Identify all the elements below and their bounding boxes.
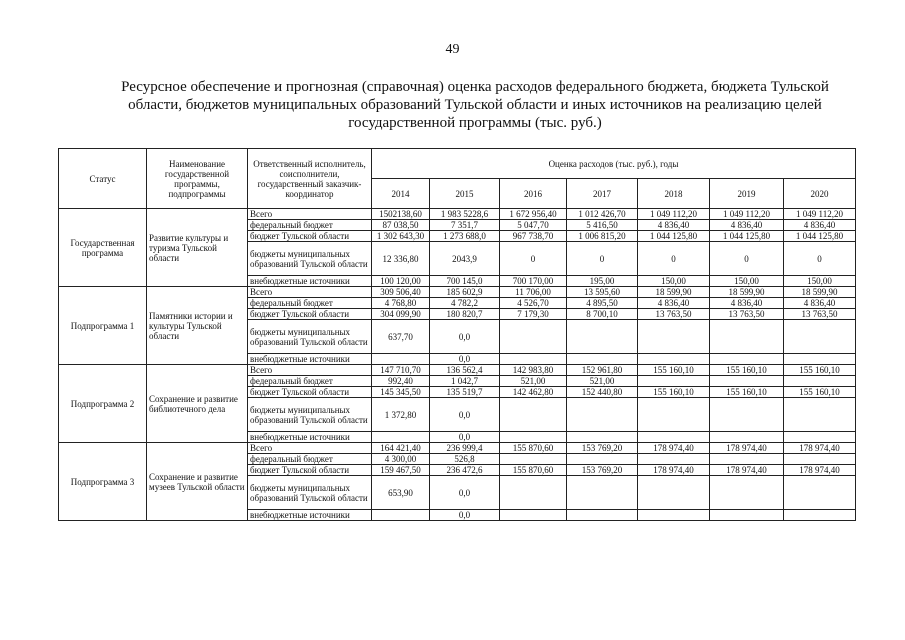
funding-source-cell: бюджет Тульской области	[248, 231, 372, 242]
funding-source-cell: внебюджетные источники	[248, 354, 372, 365]
value-cell: 159 467,50	[372, 465, 430, 476]
value-cell: 1502138,60	[372, 209, 430, 220]
header-estimate: Оценка расходов (тыс. руб.), годы	[372, 149, 856, 179]
value-cell: 1 042,7	[430, 376, 500, 387]
value-cell	[638, 510, 710, 521]
value-cell	[500, 476, 567, 510]
value-cell: 4 836,40	[784, 220, 856, 231]
value-cell: 1 012 426,70	[567, 209, 638, 220]
funding-source-cell: внебюджетные источники	[248, 510, 372, 521]
value-cell: 155 160,10	[710, 387, 784, 398]
value-cell: 8 700,10	[567, 309, 638, 320]
value-cell: 150,00	[784, 276, 856, 287]
value-cell: 4 836,40	[638, 220, 710, 231]
value-cell: 147 710,70	[372, 365, 430, 376]
page-title: Ресурсное обеспечение и прогнозная (справочная) оценка расходов федерального бюджета, бюджета Тульской области, бюджетов муниципальных образований Тульской области и иных источников на реализацию целей государственной программы (тыс. руб.)	[121, 79, 829, 131]
value-cell: 153 769,20	[567, 465, 638, 476]
value-cell	[500, 454, 567, 465]
value-cell: 637,70	[372, 320, 430, 354]
value-cell: 521,00	[500, 376, 567, 387]
funding-source-cell: федеральный бюджет	[248, 376, 372, 387]
value-cell	[567, 476, 638, 510]
table-row	[59, 443, 856, 454]
value-cell: 145 345,50	[372, 387, 430, 398]
value-cell: 4 526,70	[500, 298, 567, 309]
value-cell: 1 044 125,80	[784, 231, 856, 242]
value-cell: 5 416,50	[567, 220, 638, 231]
value-cell	[500, 398, 567, 432]
value-cell: 309 506,40	[372, 287, 430, 298]
program-name-cell: Памятники истории и культуры Тульской области	[147, 287, 248, 365]
value-cell: 526,8	[430, 454, 500, 465]
value-cell: 1 273 688,0	[430, 231, 500, 242]
value-cell	[710, 510, 784, 521]
value-cell: 155 160,10	[784, 365, 856, 376]
table-body	[59, 209, 856, 521]
status-cell: Государственная программа	[59, 209, 147, 287]
header-status: Статус	[59, 149, 147, 209]
value-cell	[638, 376, 710, 387]
program-name-cell: Сохранение и развитие библиотечного дела	[147, 365, 248, 443]
value-cell	[500, 320, 567, 354]
value-cell	[710, 432, 784, 443]
table-row	[59, 287, 856, 298]
funding-source-cell: бюджеты муниципальных образований Тульской области	[248, 398, 372, 432]
value-cell: 1 049 112,20	[710, 209, 784, 220]
value-cell	[784, 454, 856, 465]
value-cell: 13 595,60	[567, 287, 638, 298]
value-cell: 0	[710, 242, 784, 276]
header-year: 2020	[784, 179, 856, 209]
value-cell	[710, 476, 784, 510]
value-cell: 1 049 112,20	[638, 209, 710, 220]
value-cell: 180 820,7	[430, 309, 500, 320]
value-cell: 7 179,30	[500, 309, 567, 320]
value-cell: 136 562,4	[430, 365, 500, 376]
value-cell: 195,00	[567, 276, 638, 287]
funding-source-cell: бюджеты муниципальных образований Тульской области	[248, 320, 372, 354]
value-cell: 155 870,60	[500, 465, 567, 476]
value-cell	[638, 454, 710, 465]
funding-source-cell: Всего	[248, 209, 372, 220]
value-cell	[784, 320, 856, 354]
value-cell: 4 300,00	[372, 454, 430, 465]
value-cell: 152 440,80	[567, 387, 638, 398]
value-cell: 0,0	[430, 354, 500, 365]
funding-source-cell: Всего	[248, 443, 372, 454]
funding-source-cell: бюджет Тульской области	[248, 387, 372, 398]
funding-source-cell: Всего	[248, 287, 372, 298]
value-cell	[638, 398, 710, 432]
value-cell: 18 599,90	[784, 287, 856, 298]
funding-source-cell: бюджет Тульской области	[248, 465, 372, 476]
value-cell	[567, 432, 638, 443]
value-cell: 12 336,80	[372, 242, 430, 276]
table-row	[59, 365, 856, 376]
value-cell	[710, 354, 784, 365]
status-cell: Подпрограмма 1	[59, 287, 147, 365]
value-cell: 155 160,10	[710, 365, 784, 376]
funding-source-cell: бюджет Тульской области	[248, 309, 372, 320]
header-name: Наименование государственной программы, подпрограммы	[147, 149, 248, 209]
value-cell: 5 047,70	[500, 220, 567, 231]
value-cell	[710, 454, 784, 465]
value-cell	[372, 354, 430, 365]
status-cell: Подпрограмма 2	[59, 365, 147, 443]
value-cell: 0	[784, 242, 856, 276]
value-cell: 7 351,7	[430, 220, 500, 231]
value-cell: 155 160,10	[638, 365, 710, 376]
value-cell: 150,00	[710, 276, 784, 287]
program-name-cell: Сохранение и развитие музеев Тульской области	[147, 443, 248, 521]
value-cell: 0	[567, 242, 638, 276]
value-cell: 0,0	[430, 432, 500, 443]
value-cell: 178 974,40	[638, 443, 710, 454]
table-row	[59, 209, 856, 220]
funding-source-cell: федеральный бюджет	[248, 298, 372, 309]
value-cell	[500, 510, 567, 521]
value-cell: 0,0	[430, 398, 500, 432]
value-cell: 4 836,40	[638, 298, 710, 309]
page-number: 49	[445, 42, 460, 57]
value-cell: 4 895,50	[567, 298, 638, 309]
value-cell	[567, 320, 638, 354]
budget-table	[58, 148, 856, 521]
value-cell: 13 763,50	[784, 309, 856, 320]
value-cell: 653,90	[372, 476, 430, 510]
value-cell: 700 145,0	[430, 276, 500, 287]
funding-source-cell: федеральный бюджет	[248, 220, 372, 231]
header-year: 2015	[430, 179, 500, 209]
header-year: 2019	[710, 179, 784, 209]
value-cell: 521,00	[567, 376, 638, 387]
value-cell: 4 836,40	[710, 298, 784, 309]
value-cell	[638, 432, 710, 443]
value-cell: 992,40	[372, 376, 430, 387]
value-cell: 155 160,10	[638, 387, 710, 398]
value-cell: 1 049 112,20	[784, 209, 856, 220]
value-cell: 18 599,90	[638, 287, 710, 298]
value-cell: 0	[500, 242, 567, 276]
value-cell: 150,00	[638, 276, 710, 287]
value-cell	[784, 432, 856, 443]
value-cell: 178 974,40	[710, 465, 784, 476]
value-cell: 142 462,80	[500, 387, 567, 398]
value-cell: 1 302 643,30	[372, 231, 430, 242]
header-responsible: Ответственный исполнитель, соисполнители, государственный заказчик-координатор	[248, 149, 372, 209]
funding-source-cell: федеральный бюджет	[248, 454, 372, 465]
value-cell: 236 472,6	[430, 465, 500, 476]
value-cell: 4 836,40	[710, 220, 784, 231]
value-cell: 185 602,9	[430, 287, 500, 298]
funding-source-cell: Всего	[248, 365, 372, 376]
value-cell: 1 044 125,80	[638, 231, 710, 242]
value-cell: 155 160,10	[784, 387, 856, 398]
value-cell	[784, 354, 856, 365]
value-cell: 0,0	[430, 320, 500, 354]
value-cell: 1 372,80	[372, 398, 430, 432]
value-cell: 0,0	[430, 510, 500, 521]
value-cell: 11 706,00	[500, 287, 567, 298]
value-cell: 164 421,40	[372, 443, 430, 454]
value-cell: 153 769,20	[567, 443, 638, 454]
value-cell	[710, 320, 784, 354]
value-cell	[638, 320, 710, 354]
value-cell: 178 974,40	[784, 443, 856, 454]
value-cell: 142 983,80	[500, 365, 567, 376]
program-name-cell: Развитие культуры и туризма Тульской области	[147, 209, 248, 287]
value-cell: 4 782,2	[430, 298, 500, 309]
value-cell: 155 870,60	[500, 443, 567, 454]
value-cell: 178 974,40	[710, 443, 784, 454]
funding-source-cell: внебюджетные источники	[248, 432, 372, 443]
value-cell	[784, 398, 856, 432]
value-cell: 152 961,80	[567, 365, 638, 376]
value-cell	[567, 510, 638, 521]
value-cell: 87 038,50	[372, 220, 430, 231]
value-cell: 4 836,40	[784, 298, 856, 309]
value-cell	[638, 476, 710, 510]
value-cell	[372, 510, 430, 521]
value-cell: 967 738,70	[500, 231, 567, 242]
value-cell: 2043,9	[430, 242, 500, 276]
value-cell: 178 974,40	[638, 465, 710, 476]
status-cell: Подпрограмма 3	[59, 443, 147, 521]
value-cell: 700 170,00	[500, 276, 567, 287]
value-cell	[638, 354, 710, 365]
value-cell: 13 763,50	[638, 309, 710, 320]
funding-source-cell: бюджеты муниципальных образований Тульской области	[248, 242, 372, 276]
value-cell: 18 599,90	[710, 287, 784, 298]
value-cell	[567, 354, 638, 365]
header-year: 2014	[372, 179, 430, 209]
value-cell	[500, 432, 567, 443]
value-cell	[372, 432, 430, 443]
value-cell	[784, 376, 856, 387]
value-cell	[784, 476, 856, 510]
funding-source-cell: бюджеты муниципальных образований Тульской области	[248, 476, 372, 510]
value-cell	[500, 354, 567, 365]
value-cell	[784, 510, 856, 521]
header-year: 2016	[500, 179, 567, 209]
value-cell: 0	[638, 242, 710, 276]
value-cell: 135 519,7	[430, 387, 500, 398]
value-cell: 1 983 5228,6	[430, 209, 500, 220]
value-cell: 236 999,4	[430, 443, 500, 454]
funding-source-cell: внебюджетные источники	[248, 276, 372, 287]
value-cell: 1 672 956,40	[500, 209, 567, 220]
value-cell: 1 006 815,20	[567, 231, 638, 242]
value-cell	[710, 398, 784, 432]
header-year: 2017	[567, 179, 638, 209]
value-cell: 1 044 125,80	[710, 231, 784, 242]
value-cell	[567, 454, 638, 465]
header-year: 2018	[638, 179, 710, 209]
value-cell: 0,0	[430, 476, 500, 510]
value-cell	[567, 398, 638, 432]
value-cell	[710, 376, 784, 387]
value-cell: 100 120,00	[372, 276, 430, 287]
value-cell: 13 763,50	[710, 309, 784, 320]
value-cell: 4 768,80	[372, 298, 430, 309]
value-cell: 178 974,40	[784, 465, 856, 476]
value-cell: 304 099,90	[372, 309, 430, 320]
